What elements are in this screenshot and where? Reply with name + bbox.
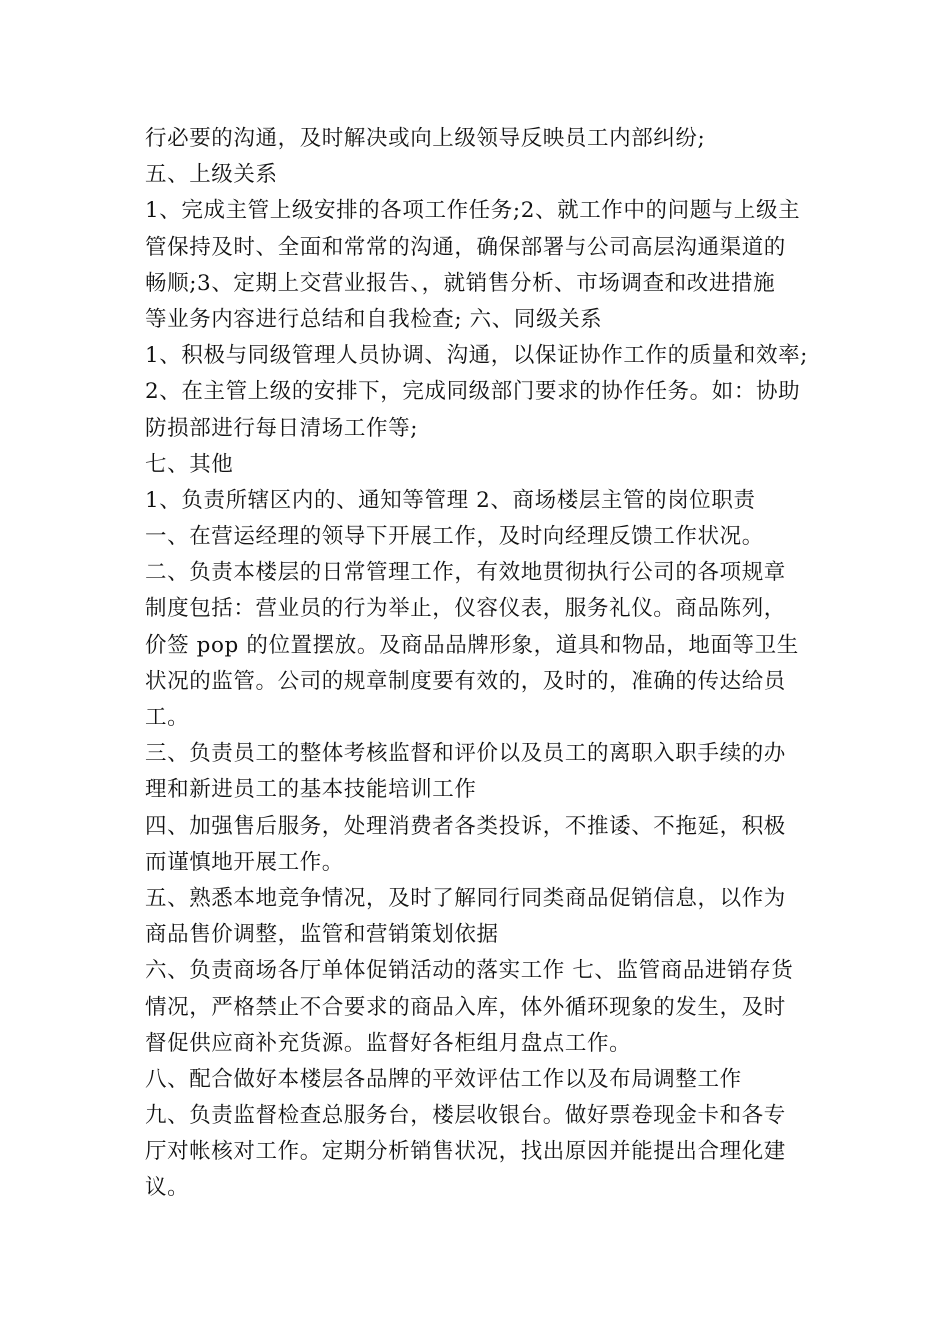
section-heading: 五、上级关系: [145, 162, 278, 188]
text-line: 情况，严格禁止不合要求的商品入库，体外循环现象的发生，及时: [145, 994, 786, 1020]
text-line: 八、配合做好本楼层各品牌的平效评估工作以及布局调整工作: [145, 1066, 742, 1092]
text-line: 防损部进行每日清场工作等;: [145, 415, 419, 441]
text-line: 2、在主管上级的安排下，完成同级部门要求的协作任务。如：协助: [145, 379, 801, 405]
text-line: 四、加强售后服务，处理消费者各类投诉，不推诿、不拖延，积极: [145, 813, 786, 839]
text-line: 二、负责本楼层的日常管理工作，有效地贯彻执行公司的各项规章: [145, 560, 786, 586]
text-line: 状况的监管。公司的规章制度要有效的，及时的，准确的传达给员: [145, 668, 786, 694]
text-line: 畅顺;3、定期上交营业报告、，就销售分析、市场调查和改进措施: [145, 270, 776, 296]
text-line: 议。: [145, 1175, 190, 1201]
text-line: 行必要的沟通，及时解决或向上级领导反映员工内部纠纷;: [145, 126, 706, 151]
text-line: 1、完成主管上级安排的各项工作任务;2、就工作中的问题与上级主: [145, 198, 801, 224]
text-line: 五、熟悉本地竞争情况，及时了解同行同类商品促销信息，以作为: [145, 885, 786, 911]
text-line: 商品售价调整，监管和营销策划依据: [145, 922, 499, 948]
text-line: 价签 pop 的位置摆放。及商品品牌形象，道具和物品，地面等卫生: [145, 632, 799, 658]
text-line: 1、负责所辖区内的、通知等管理 2、商场楼层主管的岗位职责: [145, 487, 756, 513]
text-line: 等业务内容进行总结和自我检查; 六、同级关系: [145, 306, 603, 332]
text-line: 而谨慎地开展工作。: [145, 849, 344, 875]
text-line: 管保持及时、全面和常常的沟通，确保部署与公司高层沟通渠道的: [145, 234, 786, 260]
text-line: 九、负责监督检查总服务台，楼层收银台。做好票卷现金卡和各专: [145, 1103, 786, 1129]
document-body: [145, 121, 835, 1207]
text-line: 厅对帐核对工作。定期分析销售状况，找出原因并能提出合理化建: [145, 1139, 786, 1165]
text-line: 六、负责商场各厅单体促销活动的落实工作 七、监管商品进销存货: [145, 958, 794, 984]
text-line: 制度包括：营业员的行为举止，仪容仪表，服务礼仪。商品陈列，: [145, 596, 786, 622]
text-line: 三、负责员工的整体考核监督和评价以及员工的离职入职手续的办: [145, 741, 786, 767]
text-line: 一、在营运经理的领导下开展工作，及时向经理反馈工作状况。: [145, 524, 764, 550]
section-heading: 七、其他: [145, 451, 234, 477]
text-line: 1、积极与同级管理人员协调、沟通，以保证协作工作的质量和效率;: [145, 343, 809, 369]
text-line: 工。: [145, 705, 190, 730]
text-line: 督促供应商补充货源。监督好各柜组月盘点工作。: [145, 1030, 632, 1056]
text-line: 理和新进员工的基本技能培训工作: [145, 777, 477, 803]
